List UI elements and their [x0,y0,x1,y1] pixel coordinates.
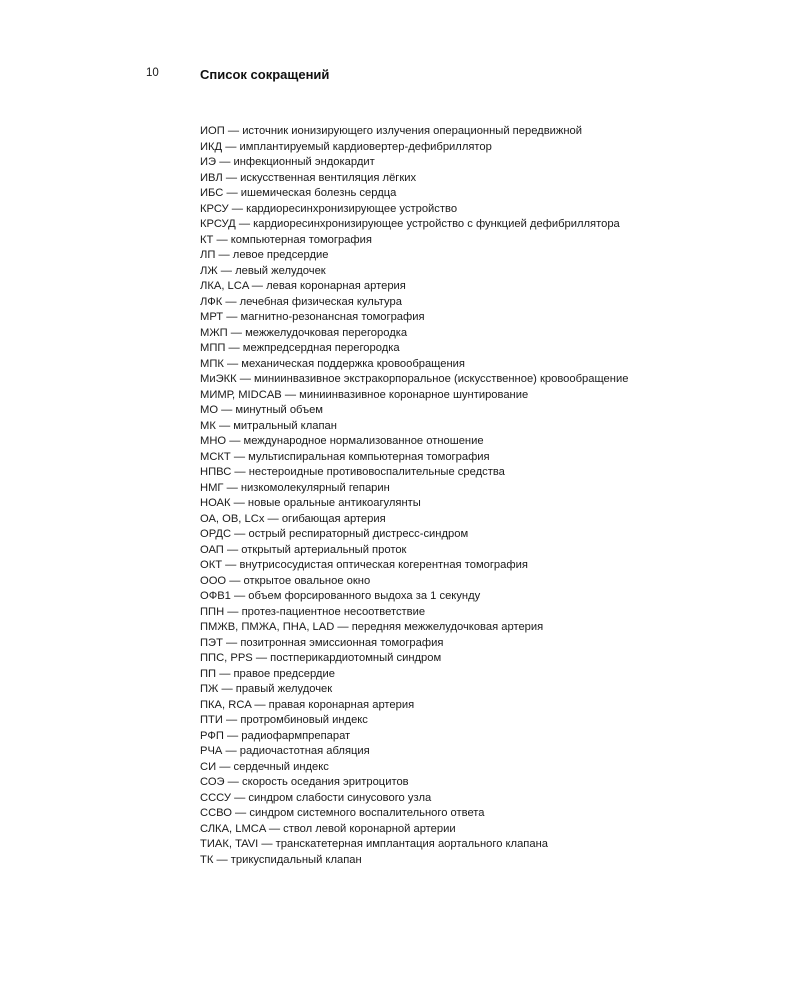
abbreviation-entry: МПП — межпредсердная перегородка [200,342,400,354]
abbreviation-entry: ПКА, RCA — правая коронарная артерия [200,698,415,711]
abbreviation-entry: НМГ — низкомолекулярный гепарин [200,481,390,494]
abbreviation-entry: ППН — протез-пациентное несоответствие [200,605,426,618]
abbreviation-entry: РФП — радиофармпрепарат [200,729,351,742]
abbreviation-entry: МРТ — магнитно-резонансная томография [200,311,425,323]
abbreviation-entry: ИОП — источник ионизирующего излучения операционный передвижной [200,125,583,137]
abbreviation-entry: МиЭКК — миниинвазивное экстракорпоральное (искусственное) кровообращение [200,373,629,385]
abbreviation-entry: ОА, OB, LCx — огибающая артерия [200,512,386,525]
abbreviation-entry: ОКТ — внутрисосудистая оптическая когерентная томография [200,559,528,571]
abbreviation-entry: МИМР, MIDCAB — миниинвазивное коронарное шунтирование [200,388,529,401]
abbreviation-entry: ПП — правое предсердие [200,667,335,680]
abbreviation-entry: ИБС — ишемическая болезнь сердца [200,187,397,199]
abbreviation-entry: ИЭ — инфекционный эндокардит [200,156,375,168]
page-title: Список сокращений [200,67,330,82]
abbreviation-entry: ОРДС — острый респираторный дистресс-синдром [200,528,469,540]
abbreviation-entry: НОАК — новые оральные антикоагулянты [200,497,421,509]
abbreviation-entry: ТИАК, TAVI — транскатетерная имплантация аортального клапана [200,838,548,850]
abbreviation-entry: ЛКА, LCA — левая коронарная артерия [200,280,406,292]
abbreviation-entry: ССВО — синдром системного воспалительного ответа [200,807,485,819]
abbreviation-entry: ОФВ1 — объем форсированного выдоха за 1 секунду [200,590,481,602]
abbreviation-entry: СЛКА, LMCA — ствол левой коронарной артерии [200,822,456,835]
abbreviation-entry: МПК — механическая поддержка кровообращения [200,357,465,370]
abbreviation-entry: ЛП — левое предсердие [200,249,329,261]
abbreviation-entry: МНО — международное нормализованное отношение [200,435,484,447]
abbreviation-entry: ЛФК — лечебная физическая культура [200,295,402,308]
abbreviation-entry: СОЭ — скорость оседания эритроцитов [200,776,409,788]
page-number: 10 [146,67,159,79]
abbreviation-entry: ИКД — имплантируемый кардиовертер-дефибриллятор [200,140,492,153]
abbreviation-entry: ИВЛ — искусственная вентиляция лёгких [200,171,417,184]
abbreviation-entry: ПТИ — протромбиновый индекс [200,714,368,726]
abbreviation-entry: СИ — сердечный индекс [200,760,329,773]
abbreviation-entry: ТК — трикуспидальный клапан [200,853,362,866]
abbreviation-entry: МСКТ — мультиспиральная компьютерная томография [200,450,490,463]
abbreviation-entry: КРСУД — кардиоресинхронизирующее устройство с функцией дефибриллятора [200,218,620,230]
abbreviation-entry: ПМЖВ, ПМЖА, ПНА, LAD — передняя межжелудочковая артерия [200,621,544,633]
abbreviation-entry: ППС, PPS — постперикардиотомный синдром [200,652,442,664]
abbreviation-entry: НПВС — нестероидные противовоспалительные средства [200,466,505,478]
abbreviation-entry: ОАП — открытый артериальный проток [200,543,407,556]
abbreviation-list [200,124,632,868]
abbreviation-entry: СССУ — синдром слабости синусового узла [200,791,432,804]
abbreviation-entry: ЛЖ — левый желудочек [200,264,326,277]
abbreviation-entry: РЧА — радиочастотная абляция [200,745,370,757]
abbreviation-entry: МК — митральный клапан [200,419,337,432]
abbreviation-entry: ПЖ — правый желудочек [200,683,333,695]
abbreviation-entry: КРСУ — кардиоресинхронизирующее устройство [200,202,458,215]
abbreviation-entry: ООО — открытое овальное окно [200,574,371,587]
abbreviation-entry: КТ — компьютерная томография [200,233,372,246]
abbreviation-entry: МО — минутный объем [200,404,324,416]
abbreviation-entry: ПЭТ — позитронная эмиссионная томография [200,636,444,649]
abbreviation-entry: МЖП — межжелудочковая перегородка [200,326,408,339]
